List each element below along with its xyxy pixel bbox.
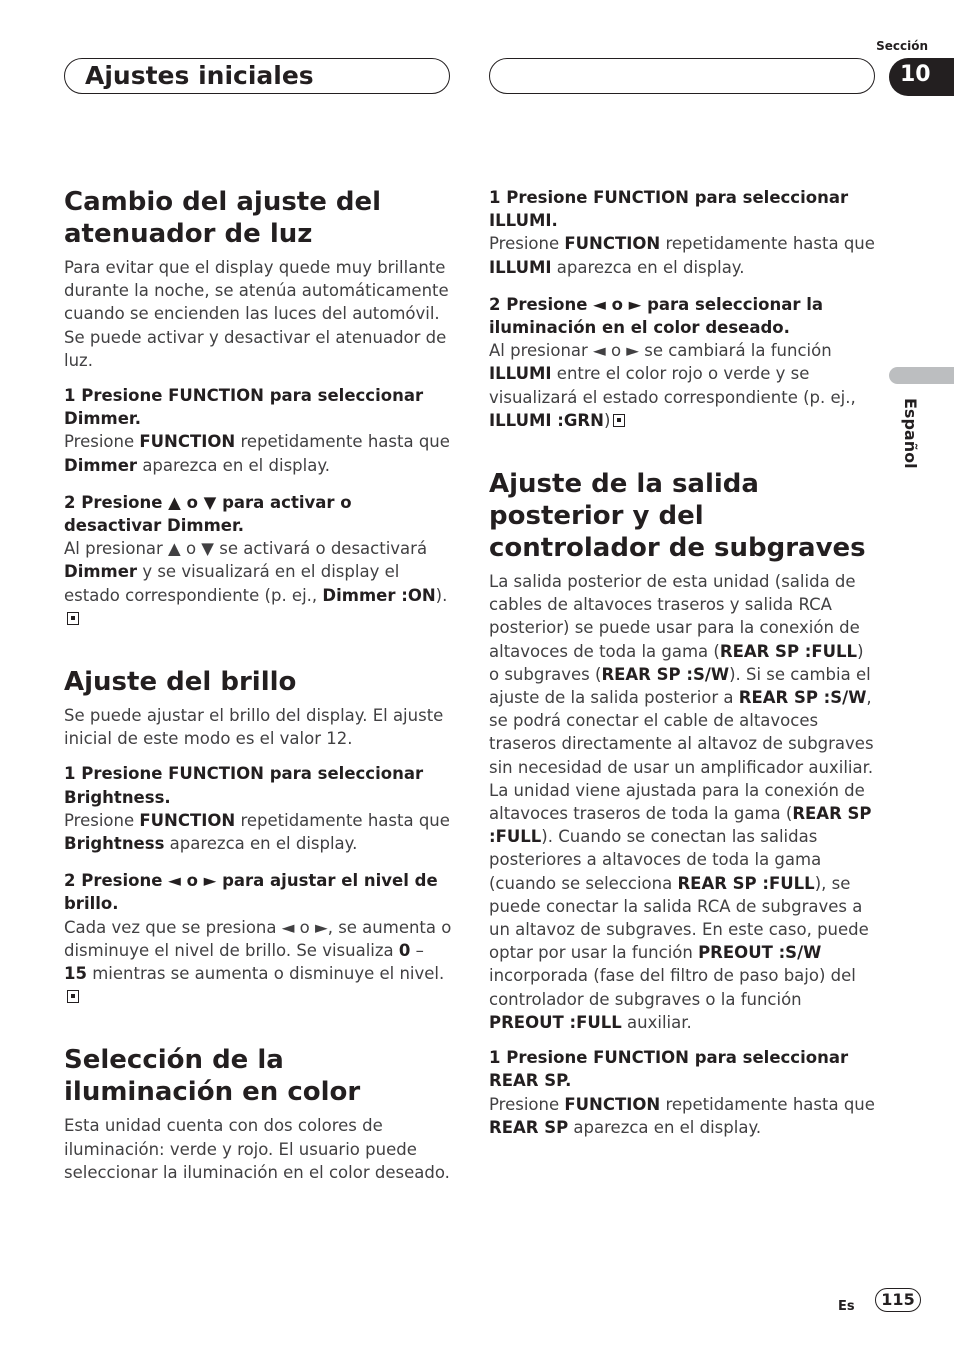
brightness-heading: Ajuste del brillo [64,667,297,698]
page-title: Ajustes iniciales [85,61,314,90]
illumination-step1-title: 1 Presione FUNCTION para seleccionar ILLUMI. [489,188,849,231]
dimmer-step2-title: 2 Presione ▲ o ▼ para activar o desactivar Dimmer. [64,492,352,536]
end-of-section-icon [67,990,79,1003]
brightness-step1-body: Presione FUNCTION repetidamente hasta que Brightness aparezca en el display. [64,810,450,854]
brightness-step2-title: 2 Presione ◄ o ► para ajustar el nivel de brillo. [64,871,438,914]
end-of-section-icon [613,414,625,427]
section-label: Sección [876,39,928,53]
language-label: Español [901,398,920,469]
header-empty-pill [489,58,875,94]
header-title-pill [64,58,450,94]
dimmer-intro: Para evitar que el display quede muy brillante durante la noche, se atenúa automáticamente cuando se encienden las luces del automóvil. Se puede activar y desactivar el atenuador de luz. [64,258,449,370]
rear-output-para2: La unidad viene ajustada para la conexión de altavoces traseros de toda la gama (REAR SP :FULL). Cuando se conectan las salidas posteriores a altavoces de toda la gama (cuando se selecciona REAR SP :FULL), se puede conectar la salida RCA de subgraves a un altavoz de subgraves. En este caso, puede optar por usar la función PREOUT :S/W incorporada (fase del filtro de paso bajo) del controlador de subgraves o la función PREOUT :FULL auxiliar. [489,780,872,1032]
rear-output-heading: Ajuste de la salida posterior y del controlador de subgraves [489,469,866,564]
dimmer-step1-body: Presione FUNCTION repetidamente hasta que Dimmer aparezca en el display. [64,432,450,475]
section-number-badge: 10 [889,58,954,96]
dimmer-heading: Cambio del ajuste del atenuador de luz [64,187,382,249]
illumination-step2-body: Al presionar ◄ o ► se cambiará la función ILLUMI entre el color rojo o verde y se visualizará el estado correspondiente (p. ej., ILLUMI :GRN) [489,341,856,430]
dimmer-step1-title: 1 Presione FUNCTION para seleccionar Dimmer. [64,386,424,429]
brightness-intro: Se puede ajustar el brillo del display. El ajuste inicial de este modo es el valor 12. [64,706,444,749]
illumination-heading: Selección de la iluminación en color [64,1045,361,1108]
left-column [64,186,452,1184]
language-tab-marker [889,367,954,384]
illumination-step2-title: 2 Presione ◄ o ► para seleccionar la iluminación en el color deseado. [489,294,824,338]
illumination-step1-body: Presione FUNCTION repetidamente hasta que ILLUMI aparezca en el display. [489,234,875,277]
rear-output-para1: La salida posterior de esta unidad (salida de cables de altavoces traseros y salida RCA posterior) se puede usar para la conexión de altavoces de toda la gama (REAR SP :FULL) o subgraves (REAR SP :S/W). Si se cambia el ajuste de la salida posterior a REAR SP :S/W, se podrá conectar el cable de altavoces traseros directamente al altavoz de subgraves sin necesidad de usar un amplificador auxiliar. [489,572,874,777]
brightness-step1-title: 1 Presione FUNCTION para seleccionar Brightness. [64,764,424,807]
rear-output-step1-body: Presione FUNCTION repetidamente hasta que REAR SP aparezca en el display. [489,1094,875,1137]
brightness-step2-body: Cada vez que se presiona ◄ o ►, se aumenta o disminuye el nivel de brillo. Se visualiza 0 – 15 mientras se aumenta o disminuye el nivel. [64,916,452,1009]
right-column [489,186,877,1139]
end-of-section-icon [67,612,79,625]
illumination-intro: Esta unidad cuenta con dos colores de iluminación: verde y rojo. El usuario puede seleccionar la iluminación en el color deseado. [64,1116,450,1182]
footer-language-code: Es [838,1299,855,1314]
page-number: 115 [875,1288,921,1312]
dimmer-step2-body: Al presionar ▲ o ▼ se activará o desactivará Dimmer y se visualizará en el display el estado correspondiente (p. ej., Dimmer :ON). [64,537,452,630]
rear-output-step1-title: 1 Presione FUNCTION para seleccionar REAR SP. [489,1048,849,1091]
